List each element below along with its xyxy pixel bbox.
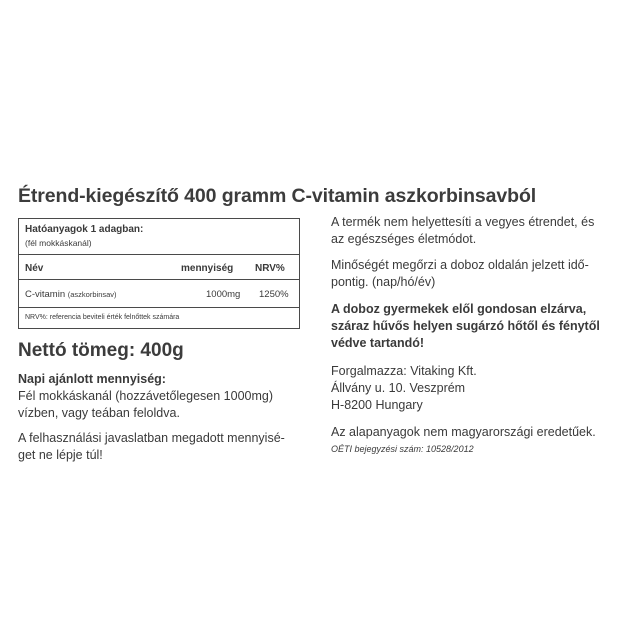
daily-dose-line: vízben, vagy teában feloldva. (18, 406, 180, 420)
warning-line: A felhasználási javaslatban megadott mennyisé- (18, 431, 285, 445)
column-header-name: Név (25, 263, 44, 274)
text-line: A termék nem helyettesíti a vegyes étrendet, és (331, 215, 595, 229)
table-divider (19, 307, 299, 308)
table-footnote: NRV%: referencia beviteli érték felnőttek számára (25, 314, 180, 321)
dosage-warning (18, 430, 308, 464)
text-line: H-8200 Hungary (331, 398, 423, 412)
ingredient-note: (aszkorbinsav) (67, 290, 117, 299)
table-row-name (25, 289, 117, 300)
diet-notice (331, 214, 627, 248)
product-title: Étrend-kiegészítő 400 gramm C-vitamin aszkorbinsavból (18, 185, 537, 207)
table-divider (19, 254, 299, 255)
text-line: Az alapanyagok nem magyarországi eredetűek. (331, 425, 596, 439)
text-line: az egészséges életmódot. (331, 232, 477, 246)
text-line: A doboz gyermekek elől gondosan elzárva, (331, 302, 587, 316)
table-row-nrv: 1250% (259, 289, 289, 300)
table-divider (19, 279, 299, 280)
daily-dose-line: Fél mokkáskanál (hozzávetőlegesen 1000mg) (18, 389, 273, 403)
shelf-life-notice (331, 257, 627, 291)
table-row-quantity: 1000mg (206, 289, 241, 300)
daily-dose-heading: Napi ajánlott mennyiség: (18, 372, 166, 386)
origin-notice (331, 424, 627, 441)
ingredient-name: C-vitamin (25, 289, 66, 300)
daily-dose-section (18, 371, 308, 422)
text-line: Minőségét megőrzi a doboz oldalán jelzett idő- (331, 258, 589, 272)
text-line: pontig. (nap/hó/év) (331, 275, 436, 289)
table-header: Hatóanyagok 1 adagban: (25, 224, 144, 235)
distributor-address (331, 363, 627, 414)
text-line: védve tartandó! (331, 336, 425, 350)
net-weight: Nettó tömeg: 400g (18, 340, 184, 361)
text-line: Forgalmazza: Vitaking Kft. (331, 364, 477, 378)
column-header-nrv: NRV% (255, 263, 285, 274)
nutrition-table (18, 218, 300, 329)
table-subheader: (fél mokkáskanál) (25, 238, 92, 248)
text-line: száraz hűvős helyen sugárzó hőtől és fénytől (331, 319, 600, 333)
storage-warning (331, 301, 627, 352)
registration-number: OÉTI bejegyzési szám: 10528/2012 (331, 444, 474, 454)
warning-line: get ne lépje túl! (18, 448, 103, 462)
column-header-quantity: mennyiség (181, 263, 234, 274)
text-line: Állvány u. 10. Veszprém (331, 381, 466, 395)
